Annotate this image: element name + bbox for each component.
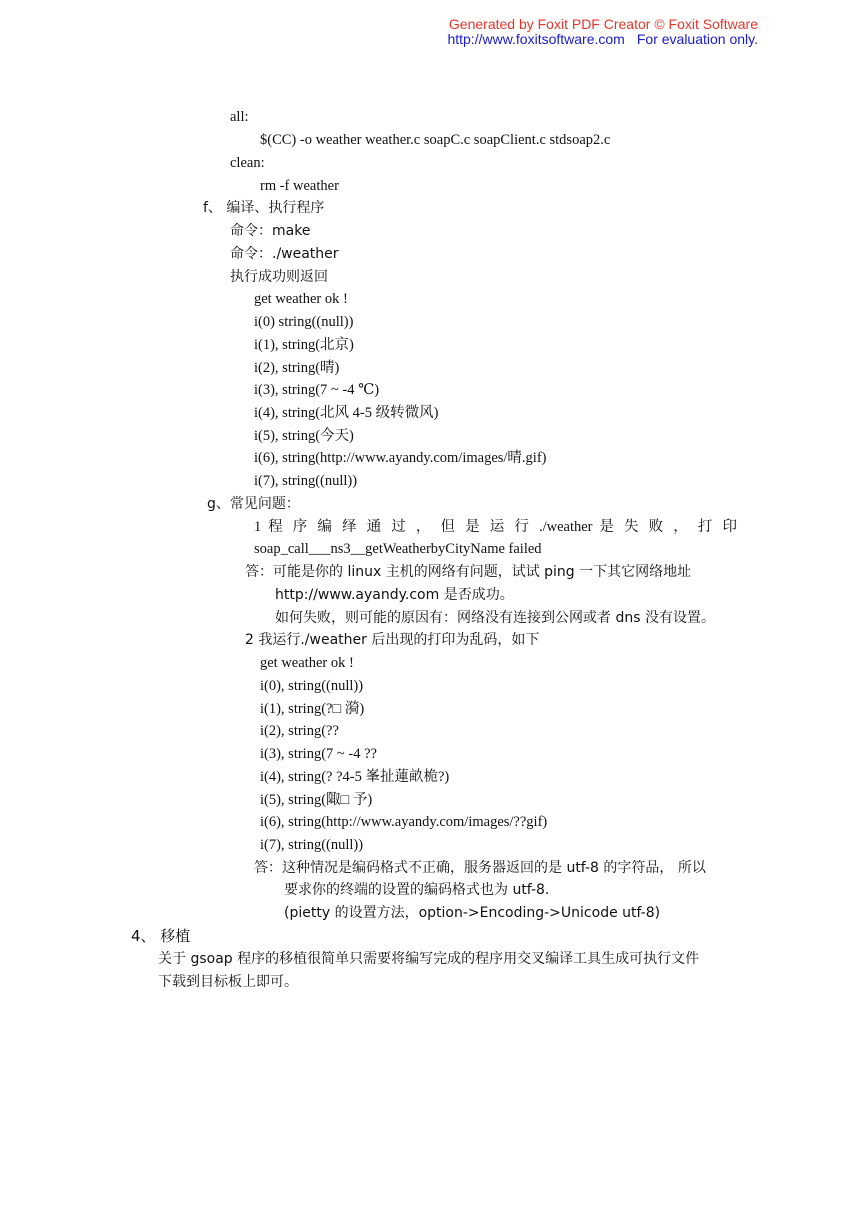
garbled-output-line: i(1), string(?□ 漪) xyxy=(260,701,365,717)
output-line: i(7), string((null)) xyxy=(254,473,358,489)
porting-text-line1: 关于 gsoap 程序的移植很简单只需要将编写完成的程序用交叉编译工具生成可执行文件 xyxy=(158,951,700,967)
output-line: i(3), string(7 ~ -4 ℃) xyxy=(254,382,380,398)
problem-2-text: 2 我运行./weather 后出现的打印为乱码，如下 xyxy=(245,632,540,648)
output-line: i(6), string(http://www.ayandy.com/images/晴.gif) xyxy=(254,450,547,466)
garbled-output-line: get weather ok ! xyxy=(260,655,354,671)
makefile-all-target: all: xyxy=(230,109,249,125)
makefile-clean-target: clean: xyxy=(230,155,265,171)
problem-1-error: soap_call___ns3__getWeatherbyCityName failed xyxy=(254,541,542,557)
answer-1-line3: 如何失败，则可能的原因有：网络没有连接到公网或者 dns 没有设置。 xyxy=(275,610,715,626)
answer-1-line2: http://www.ayandy.com 是否成功。 xyxy=(275,587,514,603)
garbled-output-line: i(5), string(陬□ 予) xyxy=(260,792,373,808)
garbled-output-line: i(0), string((null)) xyxy=(260,678,364,694)
section-4-heading: 4、 移植 xyxy=(131,927,191,945)
porting-text-line2: 下载到目标板上即可。 xyxy=(158,974,298,990)
command-make: 命令：make xyxy=(230,223,311,239)
output-line: i(1), string(北京) xyxy=(254,337,354,353)
answer-1-line1: 答：可能是你的 linux 主机的网络有问题，试试 ping 一下其它网络地址 xyxy=(245,564,692,580)
section-f-heading: f、 编译、执行程序 xyxy=(203,200,325,216)
watermark-creator: Generated by Foxit PDF Creator © Foxit Software xyxy=(448,16,758,32)
garbled-output-line: i(6), string(http://www.ayandy.com/images/??gif) xyxy=(260,814,548,830)
section-g-heading: g、常见问题： xyxy=(207,496,300,512)
command-run: 命令：./weather xyxy=(230,246,339,262)
makefile-clean-command: rm -f weather xyxy=(260,178,339,194)
problem-1-text: 1 程 序 编 绎 通 过 ， 但 是 运 行 ./weather 是 失 败 ， 打 印 xyxy=(254,519,737,535)
answer-2-line1: 答：这种情况是编码格式不正确，服务器返回的是 utf-8 的字符品， 所以 xyxy=(254,860,706,876)
garbled-output-line: i(3), string(7 ~ -4 ?? xyxy=(260,746,377,762)
output-line: i(0) string((null)) xyxy=(254,314,354,330)
answer-2-line2: 要求你的终端的设置的编码格式也为 utf-8. xyxy=(284,882,550,898)
garbled-output-line: i(7), string((null)) xyxy=(260,837,364,853)
watermark-url[interactable]: http://www.foxitsoftware.com xyxy=(447,31,625,47)
output-line: i(5), string(今天) xyxy=(254,428,354,444)
watermark-line2 xyxy=(447,31,758,47)
garbled-output-line: i(2), string(?? xyxy=(260,723,339,739)
output-line: i(4), string(北风 4-5 级转微风) xyxy=(254,405,439,421)
output-line: get weather ok ! xyxy=(254,291,348,307)
garbled-output-line: i(4), string(? ?4-5 峯扯蓮畝桅?) xyxy=(260,769,450,785)
output-line: i(2), string(晴) xyxy=(254,360,340,376)
success-output-intro: 执行成功则返回 xyxy=(230,269,328,285)
watermark-note: For evaluation only. xyxy=(636,31,758,47)
answer-2-line3: (pietty 的设置方法，option->Encoding->Unicode utf-8) xyxy=(284,905,661,921)
makefile-all-command: $(CC) -o weather weather.c soapC.c soapClient.c stdsoap2.c xyxy=(260,132,611,148)
